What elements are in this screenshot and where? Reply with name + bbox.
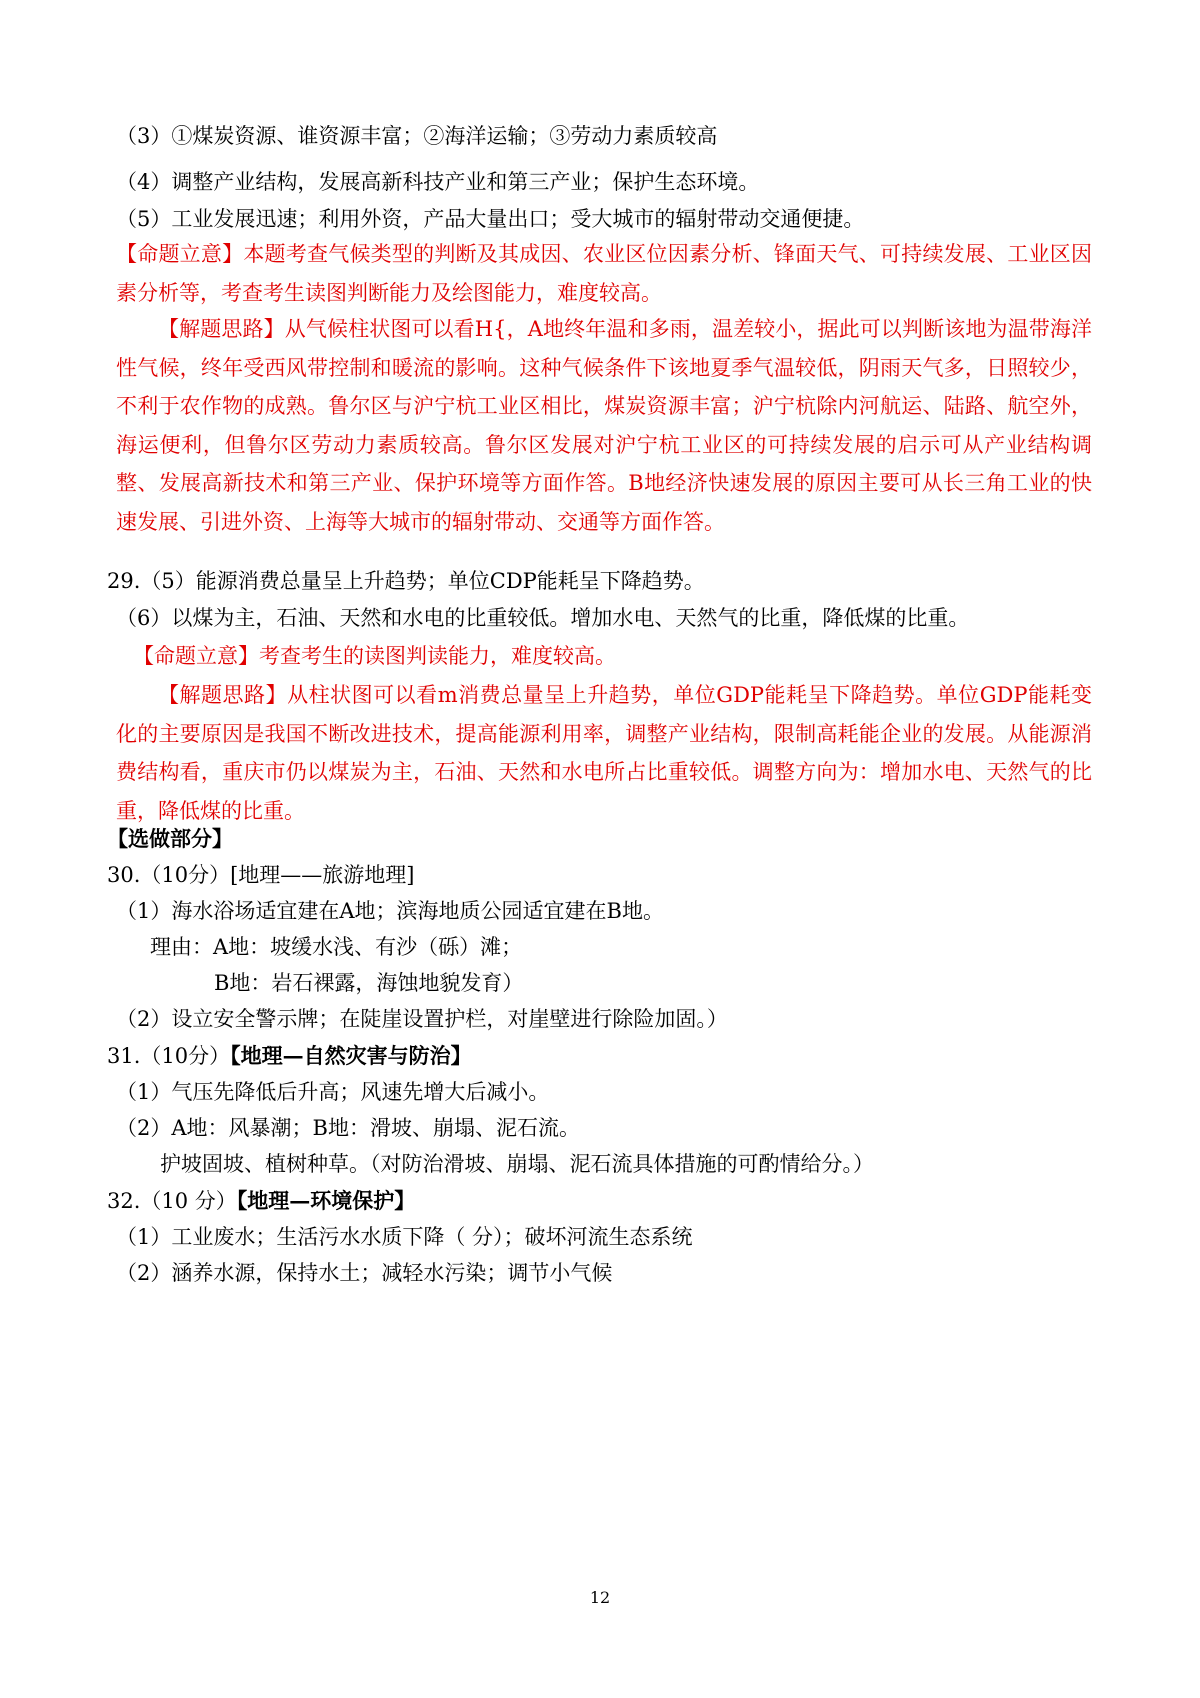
answer-30-1: （1）海水浴场适宜建在A地；滨海地质公园适宜建在B地。 (116, 899, 664, 923)
q28-intent: 【命题立意】本题考查气候类型的判断及其成因、农业区位因素分析、锋面天气、可持续发展、工业区因素分析等，考查考生读图判断能力及绘图能力，难度较高。 (116, 242, 1092, 305)
q29-intent: 【命题立意】考查考生的读图判读能力，难度较高。 (133, 644, 616, 668)
answer-28-5: （5）工业发展迅速；利用外资，产品大量出口；受大城市的辐射带动交通便捷。 (116, 207, 865, 231)
q32-number: 32.（10 分） (107, 1189, 237, 1213)
page-number: 12 (589, 1588, 611, 1607)
answer-30-2: （2）设立安全警示牌；在陡崖设置护栏，对崖壁进行除险加固。） (116, 1007, 728, 1031)
q32-title (107, 1185, 1200, 1217)
answer-32-2: （2）涵养水源，保持水土；减轻水污染；调节小气候 (116, 1261, 613, 1285)
answer-31-2: （2）A地：风暴潮；B地：滑坡、崩塌、泥石流。 (116, 1116, 580, 1140)
answer-30-reason-a: 理由：A地：坡缓水浅、有沙（砾）滩； (150, 935, 523, 959)
q32-topic: 【地理—环境保护】 (236, 1188, 416, 1213)
q29-analysis: 【解题思路】从柱状图可以看m消费总量呈上升趋势，单位GDP能耗呈下降趋势。单位GDP能耗变化的主要原因是我国不断改进技术，提高能源利用率，调整产业结构，限制高耗能企业的发展。从能源消费结构看，重庆市仍以煤炭为主，石油、天然和水电所占比重较低。调整方向为：增加水电、天然气的比重，降低煤的比重。 (116, 683, 1092, 823)
answer-29-6: （6）以煤为主，石油、天然和水电的比重较低。增加水电、天然气的比重，降低煤的比重。 (116, 606, 970, 630)
q31-number: 31.（10分） (107, 1044, 231, 1068)
answer-29-5: 29.（5）能源消费总量呈上升趋势；单位CDP能耗呈下降趋势。 (107, 569, 705, 593)
answer-28-3: （3）①煤炭资源、谁资源丰富；②海洋运输；③劳动力素质较高 (116, 124, 718, 148)
answer-30-reason-b: B地：岩石裸露，海蚀地貌发育） (214, 971, 524, 995)
q31-title (107, 1040, 1200, 1072)
answer-31-1: （1）气压先降低后升高；风速先增大后减小。 (116, 1080, 550, 1104)
answer-31-2-measures: 护坡固坡、植树种草。（对防治滑坡、崩塌、泥石流具体措施的可酌情给分。） (160, 1152, 874, 1176)
answer-28-4: （4）调整产业结构，发展高新科技产业和第三产业；保护生态环境。 (116, 170, 760, 194)
elective-heading: 【选做部分】 (107, 826, 233, 851)
q28-analysis: 【解题思路】从气候柱状图可以看H{，A地终年温和多雨，温差较小，据此可以判断该地为温带海洋性气候，终年受西风带控制和暖流的影响。这种气候条件下该地夏季气温较低，阴雨天气多，日照较少，不利于农作物的成熟。鲁尔区与沪宁杭工业区相比，煤炭资源丰富；沪宁杭除内河航运、陆路、航空外，海运便利，但鲁尔区劳动力素质较高。鲁尔区发展对沪宁杭工业区的可持续发展的启示可从产业结构调整、发展高新技术和第三产业、保护环境等方面作答。B地经济快速发展的原因主要可从长三角工业的快速发展、引进外资、上海等大城市的辐射带动、交通等方面作答。 (116, 317, 1092, 534)
q31-topic: 【地理—自然灾害与防治】 (230, 1043, 472, 1068)
q30-title: 30.（10分）[地理——旅游地理] (107, 863, 415, 887)
answer-32-1: （1）工业废水；生活污水水质下降（ 分）；破坏河流生态系统 (116, 1225, 693, 1249)
